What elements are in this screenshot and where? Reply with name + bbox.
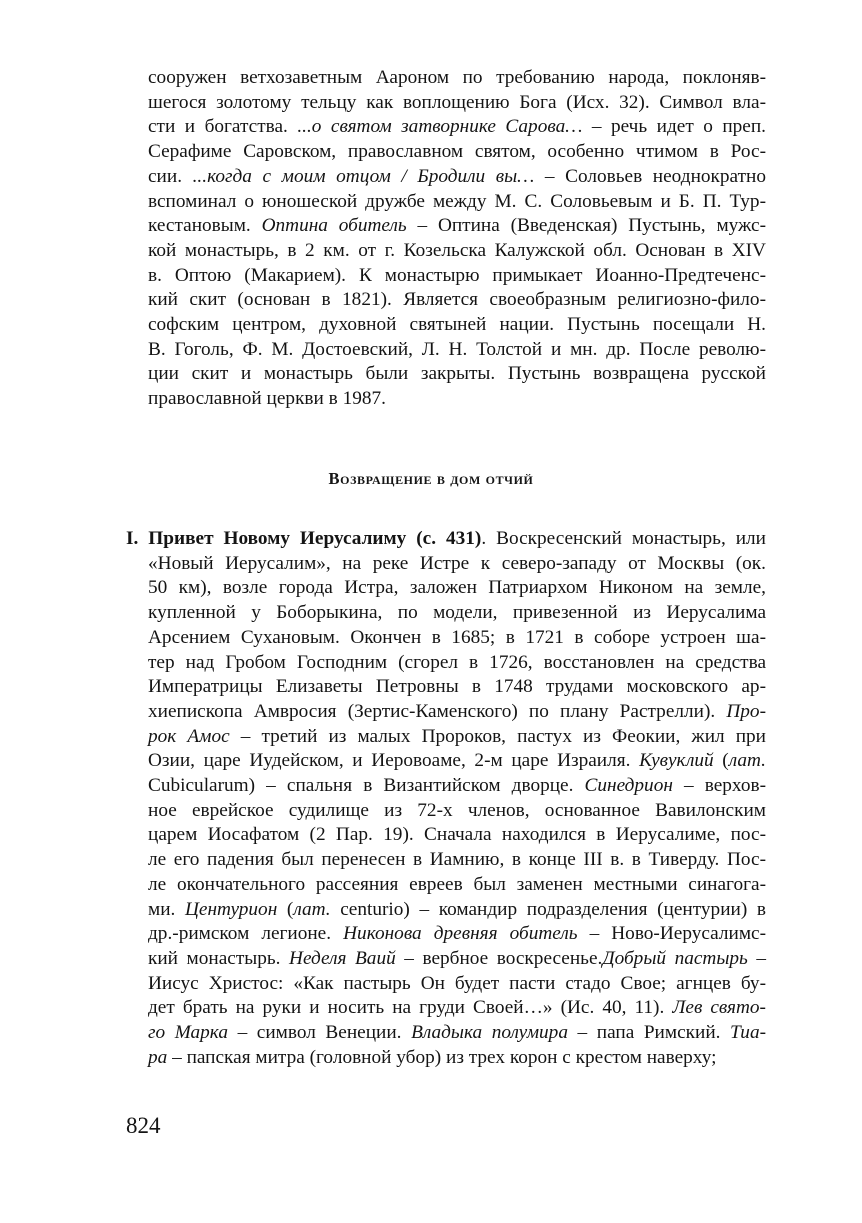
italic-term: Синедрион — [584, 775, 673, 797]
text-segment: ми. — [148, 898, 185, 920]
italic-term: лат. — [293, 898, 331, 920]
text-line — [126, 799, 766, 824]
text-segment: сооружен ветхозаветным Аароном по требованию народа, поклоняв- — [148, 67, 766, 88]
text-segment: кой монастырь, в 2 км. от г. Козельска Калужской обл. Основан в XIV — [148, 239, 766, 261]
text-line — [148, 165, 766, 190]
text-segment: Cubicularum) – спальня в Византийском дворце. — [148, 775, 585, 797]
text-segment: купленной у Боборыкина, по модели, привезенной из Иерусалима — [148, 602, 766, 624]
text-segment: ле его падения был перенесен в Иамнию, в конце III в. в Тиверду. Пос- — [148, 849, 766, 871]
page-number: 824 — [126, 1113, 161, 1138]
text-line — [148, 288, 766, 313]
italic-term: лат. — [728, 750, 766, 772]
text-line — [148, 387, 766, 412]
text-line — [126, 601, 766, 626]
text-segment: – — [747, 947, 767, 969]
text-line — [126, 996, 766, 1021]
text-segment: ( — [277, 898, 294, 920]
text-segment: ции скит и монастырь были закрыты. Пустынь возвращена русской — [148, 363, 766, 385]
text-line — [126, 675, 766, 700]
text-line — [148, 140, 766, 165]
text-line — [126, 922, 766, 947]
italic-term: Центурион — [184, 898, 278, 920]
text-segment: – Ново-Иерусалимс- — [577, 923, 766, 945]
text-segment: ( — [713, 750, 729, 772]
text-segment: – папа Римский. — [567, 1022, 731, 1044]
text-segment: вспоминал о юношеской дружбе между М. С. Соловьевым и Б. П. Тур- — [148, 190, 766, 212]
italic-term: Лев свято- — [672, 997, 766, 1019]
text-line — [148, 190, 766, 215]
text-segment: кестановым. — [148, 215, 262, 237]
italic-term: Владыка полумира — [411, 1022, 568, 1044]
text-line — [126, 749, 766, 774]
italic-term: ...когда с моим отцом / Бродили вы… — [192, 165, 535, 187]
text-segment: – вербное воскресенье. — [395, 947, 603, 969]
text-segment: шегося золотому тельцу как воплощению Бога (Исх. 32). Символ вла- — [148, 91, 766, 113]
text-segment: Серафиме Саровском, православном святом, особенно чтимом в Рос- — [148, 141, 766, 163]
text-line — [126, 626, 766, 651]
text-line — [148, 313, 766, 338]
text-segment: ле окончательного рассеяния евреев был заменен местными синагога- — [148, 873, 766, 895]
text-line — [148, 239, 766, 264]
text-segment: др.-римском легионе. — [148, 923, 344, 945]
text-segment: – символ Венеции. — [228, 1022, 412, 1044]
italic-term: Никонова древняя обитель — [343, 923, 578, 945]
text-line — [148, 66, 766, 91]
text-line — [126, 1021, 766, 1046]
text-segment: – речь идет о преп. — [582, 116, 767, 138]
italic-term: ра — [148, 1046, 168, 1068]
text-segment: царем Иосафатом (2 Пар. 19). Сначала находился в Иерусалиме, пос- — [148, 824, 766, 846]
text-segment: кий скит (основан в 1821). Является своеобразным религиозно-фило- — [148, 289, 766, 311]
italic-term: Тиа- — [730, 1022, 767, 1044]
text-segment: – Оптина (Введенская) Пустынь, мужс- — [406, 215, 766, 237]
text-segment: Императрицы Елизаветы Петровны в 1748 трудами московского ар- — [148, 676, 766, 698]
text-line — [126, 552, 766, 577]
text-segment: в. Оптою (Макарием). К монастырю примыкает Иоанно-Предтеченс- — [148, 264, 766, 286]
text-segment: Озии, царе Иудейском, и Иеровоаме, 2-м царе Израиля. — [148, 750, 640, 772]
text-line — [126, 823, 766, 848]
text-segment: Арсением Сухановым. Окончен в 1685; в 1721 в соборе устроен ша- — [148, 626, 766, 648]
text-segment: софским центром, духовной святыней нации. Пустынь посещали Н. — [148, 314, 766, 336]
text-segment: – Соловьев неоднократно — [534, 165, 766, 187]
text-segment: centurio) – командир подразделения (центурии) в — [330, 898, 766, 920]
text-line — [148, 264, 766, 289]
text-segment: сии. — [148, 165, 193, 187]
text-segment: – папская митра (головной убор) из трех корон с крестом наверху; — [167, 1046, 717, 1068]
text-segment: кий монастырь. — [148, 947, 290, 969]
text-line — [148, 91, 766, 116]
italic-term: Кувуклий — [639, 750, 714, 772]
text-line — [126, 848, 766, 873]
text-segment: хиепископа Амвросия (Зертис-Каменского) по плану Растрелли). — [148, 700, 727, 722]
text-line — [148, 338, 766, 363]
text-line — [126, 947, 766, 972]
italic-term: го Марка — [148, 1022, 228, 1044]
commentary-entry — [126, 527, 766, 1070]
section-heading — [0, 469, 862, 489]
italic-term: Неделя Ваий — [289, 947, 396, 969]
italic-term: Добрый пастырь — [602, 947, 748, 969]
text-line — [126, 898, 766, 923]
text-line — [126, 527, 766, 552]
text-segment: 50 км), возле города Истра, заложен Патриархом Никоном на земле, — [148, 577, 766, 599]
text-line — [148, 362, 766, 387]
italic-term: Оптина обитель — [261, 215, 407, 237]
text-line — [126, 774, 766, 799]
text-line — [126, 700, 766, 725]
section-heading-text: Возвращение в дом отчий — [328, 469, 534, 488]
entry-title: I. Привет Новому Иерусалиму (с. 431) — [126, 528, 482, 549]
text-segment: – верхов- — [672, 775, 766, 797]
text-line — [126, 972, 766, 997]
text-segment: «Новый Иерусалим», на реке Истре к северо-западу от Москвы (ок. — [148, 552, 766, 574]
text-segment: – третий из малых Пророков, пастух из Феокии, жил при — [229, 725, 767, 747]
text-segment: сти и богатства. — [148, 116, 298, 138]
text-line — [148, 214, 766, 239]
text-line — [126, 576, 766, 601]
text-line — [126, 651, 766, 676]
text-segment: В. Гоголь, Ф. М. Достоевский, Л. Н. Толстой и мн. др. После револю- — [148, 338, 766, 360]
text-segment: дет брать на руки и носить на груди Своей…» (Ис. 40, 11). — [148, 997, 673, 1019]
text-segment: ное еврейское судилище из 72-х членов, основанное Вавилонским — [148, 799, 766, 821]
italic-term: Про- — [726, 700, 766, 722]
italic-term: ...о святом затворнике Сарова… — [297, 116, 583, 138]
text-line — [126, 725, 766, 750]
text-segment: . Воскресенский монастырь, или — [481, 528, 766, 549]
commentary-paragraph — [148, 66, 766, 412]
text-line — [148, 115, 766, 140]
italic-term: рок Амос — [148, 725, 230, 747]
text-line — [126, 1046, 766, 1071]
text-segment: Иисус Христос: «Как пастырь Он будет пасти стадо Свое; агнцев бу- — [148, 972, 766, 994]
text-line — [126, 873, 766, 898]
text-segment: православной церкви в 1987. — [148, 388, 386, 410]
text-segment: тер над Гробом Господним (сгорел в 1726, восстановлен на средства — [148, 651, 766, 673]
